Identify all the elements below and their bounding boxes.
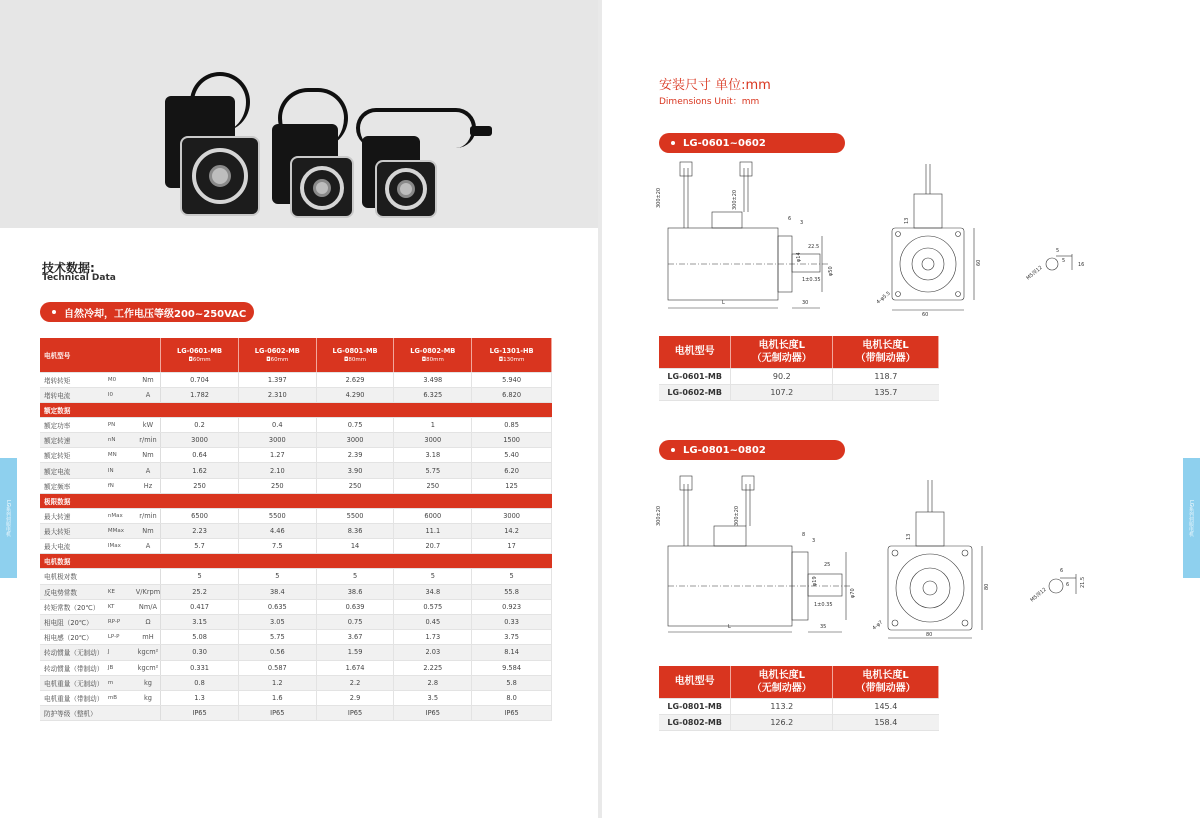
param-unit: kg [136,675,161,690]
param-value: IP65 [394,706,472,721]
table-row [40,417,552,432]
param-value: 0.85 [472,417,552,432]
param-value: 9.584 [472,660,552,675]
model-name: LG-0801-MB [332,346,378,355]
dim-d3: 3 [800,220,804,226]
model-name: LG-0602-MB [254,346,300,355]
section-title: 电机数据 [40,554,552,569]
model-size: ◘80mm [421,356,444,363]
model-size: ◘60mm [188,356,211,363]
param-name: 电机极对数 [40,569,108,584]
param-value: 0.704 [161,372,239,387]
param-value: 6.20 [472,463,552,478]
param-value: 38.4 [238,584,316,599]
dim-d35: 35 [820,624,827,630]
dim-cable1: 300±20 [656,187,662,208]
table-row [40,569,552,584]
dim-d8: 8 [802,532,806,538]
dim-len: L [722,300,725,306]
table-row [659,384,939,400]
param-symbol: nN [108,433,136,448]
param-name: 额定转矩 [40,448,108,463]
length-brake: 145.4 [833,698,939,714]
param-value: 3000 [472,508,552,523]
length-nobrake: 126.2 [731,714,833,730]
param-symbol: KT [108,599,136,614]
param-value: 3000 [316,433,394,448]
param-value: 8.14 [472,645,552,660]
param-unit [136,706,161,721]
param-value: 5 [394,569,472,584]
param-unit: Nm [136,372,161,387]
param-unit: A [136,539,161,554]
length-nobrake: 107.2 [731,384,833,400]
length-header-model: 电机型号 [659,336,731,368]
dimension-drawing-0801 [652,470,1122,640]
param-value: 5.8 [472,675,552,690]
model-size: ◘60mm [266,356,289,363]
param-name: 电机重量（无制动） [40,675,108,690]
param-value: 6500 [161,508,239,523]
param-name: 相电感（20℃） [40,630,108,645]
param-symbol: I0 [108,387,136,402]
model-header: 电机型号 [40,338,161,372]
param-name: 最大转速 [40,508,108,523]
table-row [40,630,552,645]
model-name: LG-0601-MB [177,346,223,355]
param-name: 反电势常数 [40,584,108,599]
param-symbol [108,569,136,584]
model-size: ◘80mm [344,356,367,363]
param-value: 3.90 [316,463,394,478]
dim-thread: M5深12 [1029,586,1048,604]
param-symbol: JB [108,660,136,675]
param-value: 0.75 [316,417,394,432]
param-value: IP65 [238,706,316,721]
param-value: 2.2 [316,675,394,690]
param-name: 额定频率 [40,478,108,493]
model-name: LG-1301-HB [489,346,534,355]
param-value: 125 [472,478,552,493]
spec-table [40,338,552,721]
section-row [40,554,552,569]
param-value: 14 [316,539,394,554]
dim-d80h: 80 [984,583,990,590]
dim-key6: 6 [1060,568,1064,574]
table-row [40,614,552,629]
group-label: LG-0601~0602 [683,137,766,149]
param-name: 额定功率 [40,417,108,432]
param-value: 5.40 [472,448,552,463]
banner-text: 自然冷却，工作电压等级200~250VAC [64,308,247,320]
param-value: 6.325 [394,387,472,402]
dim-d225: 22.5 [808,244,820,250]
length-table-0801 [659,666,939,731]
param-value: 3.75 [472,630,552,645]
param-symbol: mB [108,690,136,705]
table-row [40,584,552,599]
param-value: 250 [316,478,394,493]
param-value: 4.290 [316,387,394,402]
length-brake: 118.7 [833,368,939,384]
param-symbol: LP-P [108,630,136,645]
param-name: 最大转矩 [40,524,108,539]
param-name: 电机重量（带制动） [40,690,108,705]
param-value: 250 [161,478,239,493]
param-value: 1 [394,417,472,432]
group-label-pill [659,440,845,460]
length-model: LG-0601-MB [659,368,731,384]
param-value: 0.639 [316,599,394,614]
param-value: 1.3 [161,690,239,705]
length-model: LG-0802-MB [659,714,731,730]
dim-bolt: 4-φ7 [871,619,885,632]
param-symbol: fN [108,478,136,493]
table-row [40,387,552,402]
param-value: 2.10 [238,463,316,478]
param-unit: kg [136,690,161,705]
motor-flange [375,160,437,218]
param-value: 0.64 [161,448,239,463]
param-value: 1.59 [316,645,394,660]
dim-key16: 16 [1078,262,1085,268]
side-tab-label: LG系列伺服电机 [5,499,11,537]
model-name: LG-0802-MB [410,346,456,355]
param-value: 0.30 [161,645,239,660]
param-value: 2.8 [394,675,472,690]
param-value: 1.2 [238,675,316,690]
table-row [40,463,552,478]
param-unit: V/Krpm [136,584,161,599]
side-tab-label: LG系列伺服电机 [1188,499,1194,537]
param-value: 1.62 [161,463,239,478]
dim-tol: 1±0.35 [814,602,833,608]
table-row [659,368,939,384]
length-header-brake: 电机长度L （带制动器） [833,336,939,368]
param-value: 0.56 [238,645,316,660]
param-value: 5 [472,569,552,584]
param-value: 250 [394,478,472,493]
param-value: 3.5 [394,690,472,705]
length-header-nobrake: 电机长度L （无制动器） [731,336,833,368]
param-symbol: M0 [108,372,136,387]
param-value: 0.587 [238,660,316,675]
length-model: LG-0602-MB [659,384,731,400]
bullet-icon [52,310,56,314]
dim-len: L [728,624,731,630]
param-symbol: MN [108,448,136,463]
param-value: 3000 [238,433,316,448]
dimensions-title: 安装尺寸 单位:mm [659,78,771,93]
dimensions-subtitle: Dimensions Unit：mm [659,97,760,107]
dim-d25: 25 [824,562,831,568]
param-value: 5 [316,569,394,584]
cable-connector [470,126,492,136]
section-title: 额定数据 [40,402,552,417]
dim-shaft1: φ19 [812,576,818,586]
param-name: 额定电流 [40,463,108,478]
param-unit: Nm [136,524,161,539]
param-name: 堵转电流 [40,387,108,402]
dim-d80w: 80 [926,632,933,638]
param-value: 5 [161,569,239,584]
param-symbol [108,706,136,721]
param-name: 转动惯量（带制动） [40,660,108,675]
param-value: 25.2 [161,584,239,599]
length-brake: 135.7 [833,384,939,400]
section-subtitle: Technical Data [42,273,116,283]
param-value: 1500 [472,433,552,448]
param-value: 5.08 [161,630,239,645]
model-column-header [394,338,472,372]
left-page [0,0,598,818]
param-value: 1.674 [316,660,394,675]
table-row [40,539,552,554]
param-value: 1.27 [238,448,316,463]
param-symbol: RP-P [108,614,136,629]
param-value: 5.75 [238,630,316,645]
param-value: 2.225 [394,660,472,675]
bullet-icon [671,448,675,452]
dim-d30: 30 [802,300,809,306]
table-row [40,706,552,721]
param-value: 3.05 [238,614,316,629]
param-symbol: MMax [108,524,136,539]
length-table-0601 [659,336,939,401]
param-name: 转动惯量（无制动） [40,645,108,660]
param-value: 0.331 [161,660,239,675]
param-value: 0.635 [238,599,316,614]
model-column-header [472,338,552,372]
model-size: ◘130mm [498,356,525,363]
param-unit: Ω [136,614,161,629]
param-unit: kgcm² [136,645,161,660]
param-value: 0.8 [161,675,239,690]
param-symbol: PN [108,417,136,432]
side-tab [1183,458,1200,578]
dim-shaft2: φ50 [828,266,834,276]
param-name: 转矩常数（20℃） [40,599,108,614]
param-value: 2.9 [316,690,394,705]
group-label: LG-0801~0802 [683,444,766,456]
table-row [40,508,552,523]
length-nobrake: 113.2 [731,698,833,714]
table-row [40,599,552,614]
dim-cable2: 300±20 [734,505,740,526]
param-value: 2.629 [316,372,394,387]
table-row [659,714,939,730]
param-value: 2.23 [161,524,239,539]
param-unit: Hz [136,478,161,493]
banner-pill [40,302,254,322]
param-value: 5500 [316,508,394,523]
param-symbol: m [108,675,136,690]
param-value: 2.310 [238,387,316,402]
table-row [40,478,552,493]
dim-d60h: 60 [976,259,982,266]
param-unit: r/min [136,508,161,523]
param-value: 0.45 [394,614,472,629]
param-value: 8.36 [316,524,394,539]
param-value: 3000 [161,433,239,448]
length-brake: 158.4 [833,714,939,730]
param-value: 250 [238,478,316,493]
table-row [40,372,552,387]
param-unit: Nm [136,448,161,463]
param-value: IP65 [161,706,239,721]
param-value: 0.923 [472,599,552,614]
param-symbol: IN [108,463,136,478]
dim-key5: 5 [1056,248,1060,254]
dim-cable1: 300±20 [656,505,662,526]
table-row [40,448,552,463]
param-name: 最大电流 [40,539,108,554]
param-value: 1.6 [238,690,316,705]
param-unit: A [136,387,161,402]
dimension-drawing-0601 [652,158,1122,318]
length-model: LG-0801-MB [659,698,731,714]
param-unit: mH [136,630,161,645]
dim-d60w: 60 [922,312,929,318]
dim-cable2: 300±20 [732,189,738,210]
dim-d13: 13 [904,217,910,224]
param-name: 额定转速 [40,433,108,448]
param-value: 17 [472,539,552,554]
param-unit: A [136,463,161,478]
param-value: 3.18 [394,448,472,463]
param-value: 8.0 [472,690,552,705]
param-name: 防护等级（整机） [40,706,108,721]
param-value: 5.7 [161,539,239,554]
length-header-brake: 电机长度L （带制动器） [833,666,939,698]
dim-d6: 6 [788,216,792,222]
param-value: 1.73 [394,630,472,645]
dim-shaft1: φ14 [796,252,802,262]
spec-header-row [40,338,552,372]
table-row [40,433,552,448]
table-row [40,660,552,675]
param-symbol: KE [108,584,136,599]
model-column-header [161,338,239,372]
param-unit: r/min [136,433,161,448]
param-value: 2.39 [316,448,394,463]
param-unit: kgcm² [136,660,161,675]
param-value: 0.75 [316,614,394,629]
param-value: 3.498 [394,372,472,387]
dim-tol: 1±0.35 [802,277,821,283]
param-value: 11.1 [394,524,472,539]
dim-key6b: 6 [1066,582,1070,588]
motor-photo [0,0,598,228]
param-value: 14.2 [472,524,552,539]
dim-d3: 3 [812,538,816,544]
group-label-pill [659,133,845,153]
param-value: 5.75 [394,463,472,478]
param-value: 3000 [394,433,472,448]
motor-flange [180,136,260,216]
param-value: 6000 [394,508,472,523]
param-value: 6.820 [472,387,552,402]
param-value: 0.4 [238,417,316,432]
bullet-icon [671,141,675,145]
param-value: 5500 [238,508,316,523]
param-value: 34.8 [394,584,472,599]
param-value: 0.33 [472,614,552,629]
model-column-header [316,338,394,372]
motor-flange [290,156,354,218]
param-symbol: nMax [108,508,136,523]
param-symbol: J [108,645,136,660]
param-unit: kW [136,417,161,432]
table-row [40,524,552,539]
param-value: IP65 [472,706,552,721]
param-value: 3.15 [161,614,239,629]
param-value: 2.03 [394,645,472,660]
param-value: 0.575 [394,599,472,614]
param-value: IP65 [316,706,394,721]
table-row [40,645,552,660]
right-page [602,0,1200,818]
param-unit [136,569,161,584]
side-tab [0,458,17,578]
table-row [40,675,552,690]
dim-key5b: 5 [1062,258,1066,264]
param-value: 3.67 [316,630,394,645]
param-value: 4.46 [238,524,316,539]
param-value: 55.8 [472,584,552,599]
param-value: 20.7 [394,539,472,554]
length-header-model: 电机型号 [659,666,731,698]
param-value: 0.417 [161,599,239,614]
dim-thread: M5深12 [1025,264,1044,282]
param-value: 0.2 [161,417,239,432]
param-name: 堵转转矩 [40,372,108,387]
param-value: 1.782 [161,387,239,402]
dim-shaft2: φ70 [850,588,856,598]
dim-d13: 13 [906,533,912,540]
section-title: 极限数据 [40,493,552,508]
param-name: 相电阻（20℃） [40,614,108,629]
model-column-header [238,338,316,372]
section-title: 技术数据: [42,261,95,275]
param-unit: Nm/A [136,599,161,614]
dim-key215: 21.5 [1080,576,1086,588]
section-row [40,402,552,417]
param-value: 5.940 [472,372,552,387]
table-row [40,690,552,705]
param-value: 38.6 [316,584,394,599]
param-value: 7.5 [238,539,316,554]
param-symbol: IMax [108,539,136,554]
length-nobrake: 90.2 [731,368,833,384]
table-row [659,698,939,714]
dim-bolt: 4-φ5.5 [875,290,892,306]
length-header-nobrake: 电机长度L （无制动器） [731,666,833,698]
param-value: 5 [238,569,316,584]
param-value: 1.397 [238,372,316,387]
section-row [40,493,552,508]
